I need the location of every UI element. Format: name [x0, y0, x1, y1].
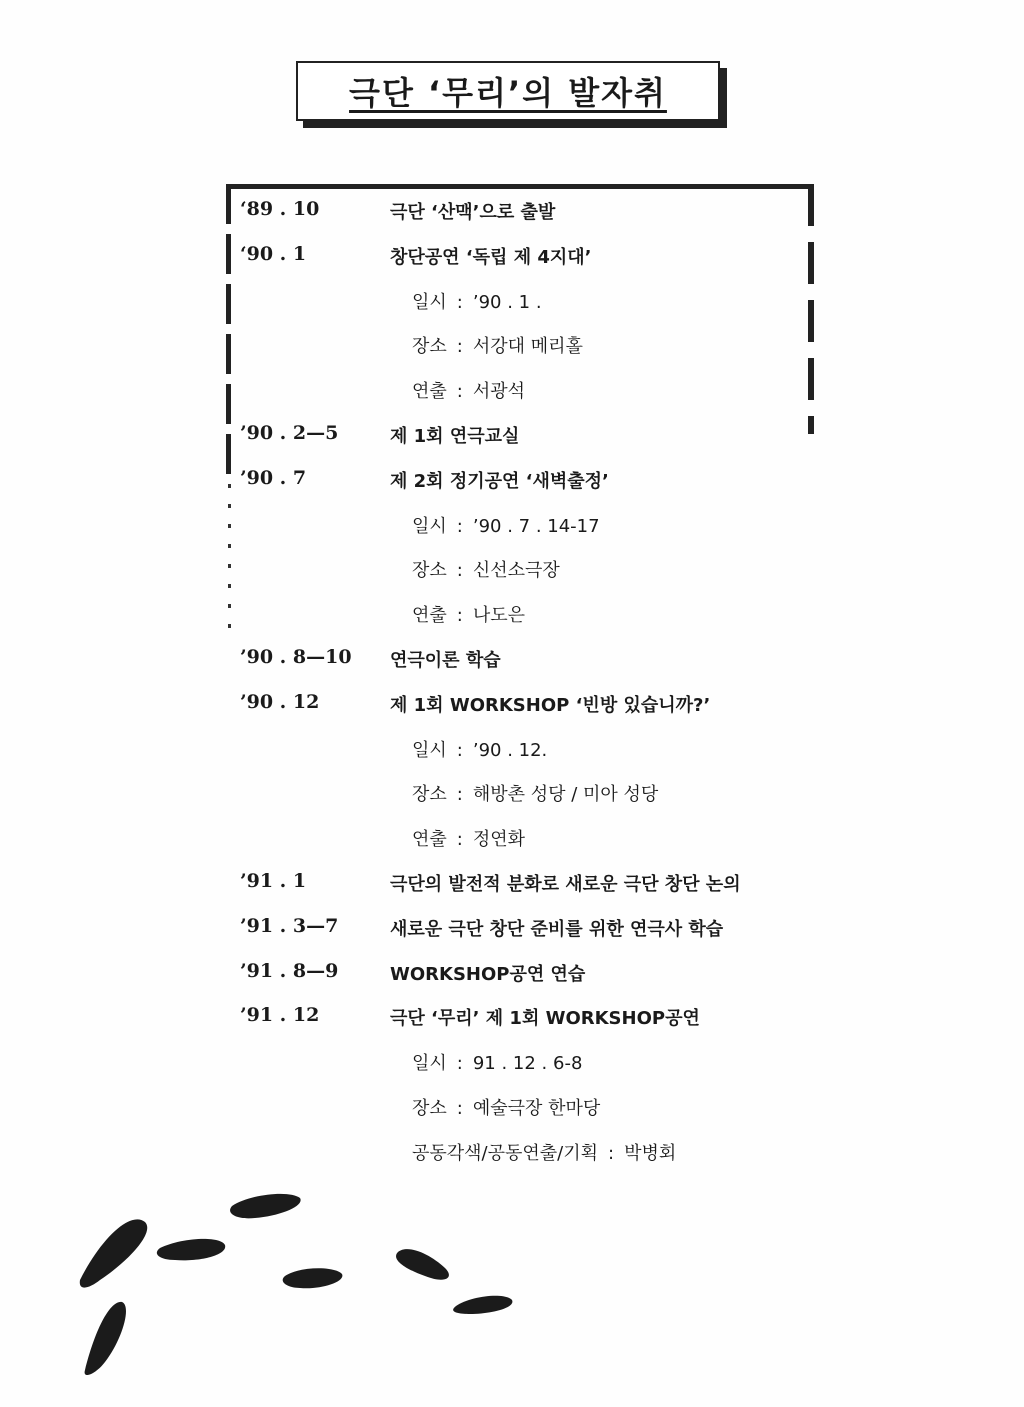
footprint: [80, 1219, 147, 1287]
detail-label: 일시: [412, 739, 447, 761]
entry-event: WORKSHOP공연 연습: [390, 963, 586, 985]
detail-separator: :: [456, 291, 463, 313]
detail-value: 나도은: [472, 605, 526, 627]
detail-label: 연출: [412, 829, 447, 851]
detail-value: ’90 . 12.: [472, 739, 548, 761]
detail-label: 일시: [412, 291, 447, 313]
entry-event: 제 1회 WORKSHOP ‘빈방 있습니까?’: [390, 694, 711, 716]
entry-detail: [412, 1094, 600, 1120]
detail-separator: :: [456, 1098, 463, 1119]
detail-separator: :: [456, 739, 463, 761]
detail-label: 일시: [412, 515, 447, 537]
footprints-illustration: [60, 1180, 540, 1380]
detail-value: 정연화: [472, 829, 526, 851]
footprint: [283, 1268, 343, 1288]
entry-date: ’90 . 2—5: [240, 422, 339, 444]
detail-value: ’90 . 1 .: [472, 291, 542, 313]
detail-label: 장소: [412, 1098, 447, 1119]
detail-value: 신선소극장: [472, 560, 560, 582]
entry-event: 연극이론 학습: [390, 650, 501, 671]
footprint: [453, 1296, 512, 1314]
entry-event: 극단의 발전적 분화로 새로운 극단 창단 논의: [390, 874, 741, 895]
entry-detail: [412, 825, 525, 851]
entry-date: ‘89 . 10: [240, 198, 320, 220]
entry-event: 제 2회 정기공연 ‘새벽출정’: [390, 470, 609, 492]
footprint: [157, 1239, 225, 1261]
entry-detail: [412, 736, 547, 762]
detail-label: 공동각색/공동연출/기획: [412, 1142, 599, 1164]
detail-value: 예술극장 한마당: [472, 1098, 601, 1119]
detail-label: 장소: [412, 560, 447, 582]
entry-detail: [412, 332, 583, 358]
entry-date: ’91 . 1: [240, 870, 307, 892]
detail-value: ’90 . 7 . 14-17: [472, 515, 600, 537]
detail-value: 서광석: [472, 381, 526, 403]
detail-separator: :: [456, 1053, 463, 1075]
detail-separator: :: [456, 515, 463, 537]
entry-date: ’90 . 8—10: [240, 646, 352, 668]
detail-separator: :: [456, 381, 463, 403]
entry-event: 극단 ‘산맥’으로 출발: [390, 202, 556, 223]
detail-separator: :: [456, 336, 463, 358]
entry-date: ‘90 . 1: [240, 242, 307, 265]
detail-separator: :: [608, 1142, 615, 1164]
detail-label: 일시: [412, 1053, 447, 1075]
entry-detail: [412, 1139, 676, 1165]
footprint: [230, 1194, 301, 1219]
detail-value: 박병회: [624, 1142, 677, 1164]
detail-value: 해방촌 성당 / 미아 성당: [472, 784, 659, 806]
entry-detail: [412, 288, 542, 314]
detail-separator: :: [456, 605, 463, 627]
entry-event: 창단공연 ‘독립 제 4지대’: [390, 246, 592, 268]
detail-separator: :: [456, 829, 463, 851]
entry-detail: [412, 556, 560, 582]
entry-event: 새로운 극단 창단 준비를 위한 연극사 학습: [390, 918, 724, 940]
entry-detail: [412, 377, 525, 403]
detail-label: 연출: [412, 605, 447, 627]
footprint: [85, 1302, 126, 1375]
detail-label: 장소: [412, 784, 447, 806]
entry-detail: [412, 780, 658, 806]
detail-separator: :: [456, 784, 463, 806]
entry-detail: [412, 1049, 582, 1075]
entry-date: ’90 . 12: [240, 690, 320, 713]
entry-date: ’91 . 12: [240, 1004, 320, 1027]
detail-value: 91 . 12 . 6-8: [472, 1053, 583, 1075]
entry-date: ’91 . 8—9: [240, 959, 339, 982]
entry-detail: [412, 512, 600, 538]
detail-value: 서강대 메리홀: [472, 336, 583, 358]
entry-event: 제 1회 연극교실: [390, 426, 520, 447]
page-title: 극단 ‘무리’의 발자취: [349, 74, 667, 112]
entry-date: ’90 . 7: [240, 466, 307, 489]
detail-label: 장소: [412, 336, 447, 358]
entry-detail: [412, 601, 525, 627]
entry-date: ’91 . 3—7: [240, 914, 339, 937]
detail-separator: :: [456, 560, 463, 582]
footprint: [396, 1249, 449, 1280]
detail-label: 연출: [412, 381, 447, 403]
entry-event: 극단 ‘무리’ 제 1회 WORKSHOP공연: [390, 1008, 700, 1030]
